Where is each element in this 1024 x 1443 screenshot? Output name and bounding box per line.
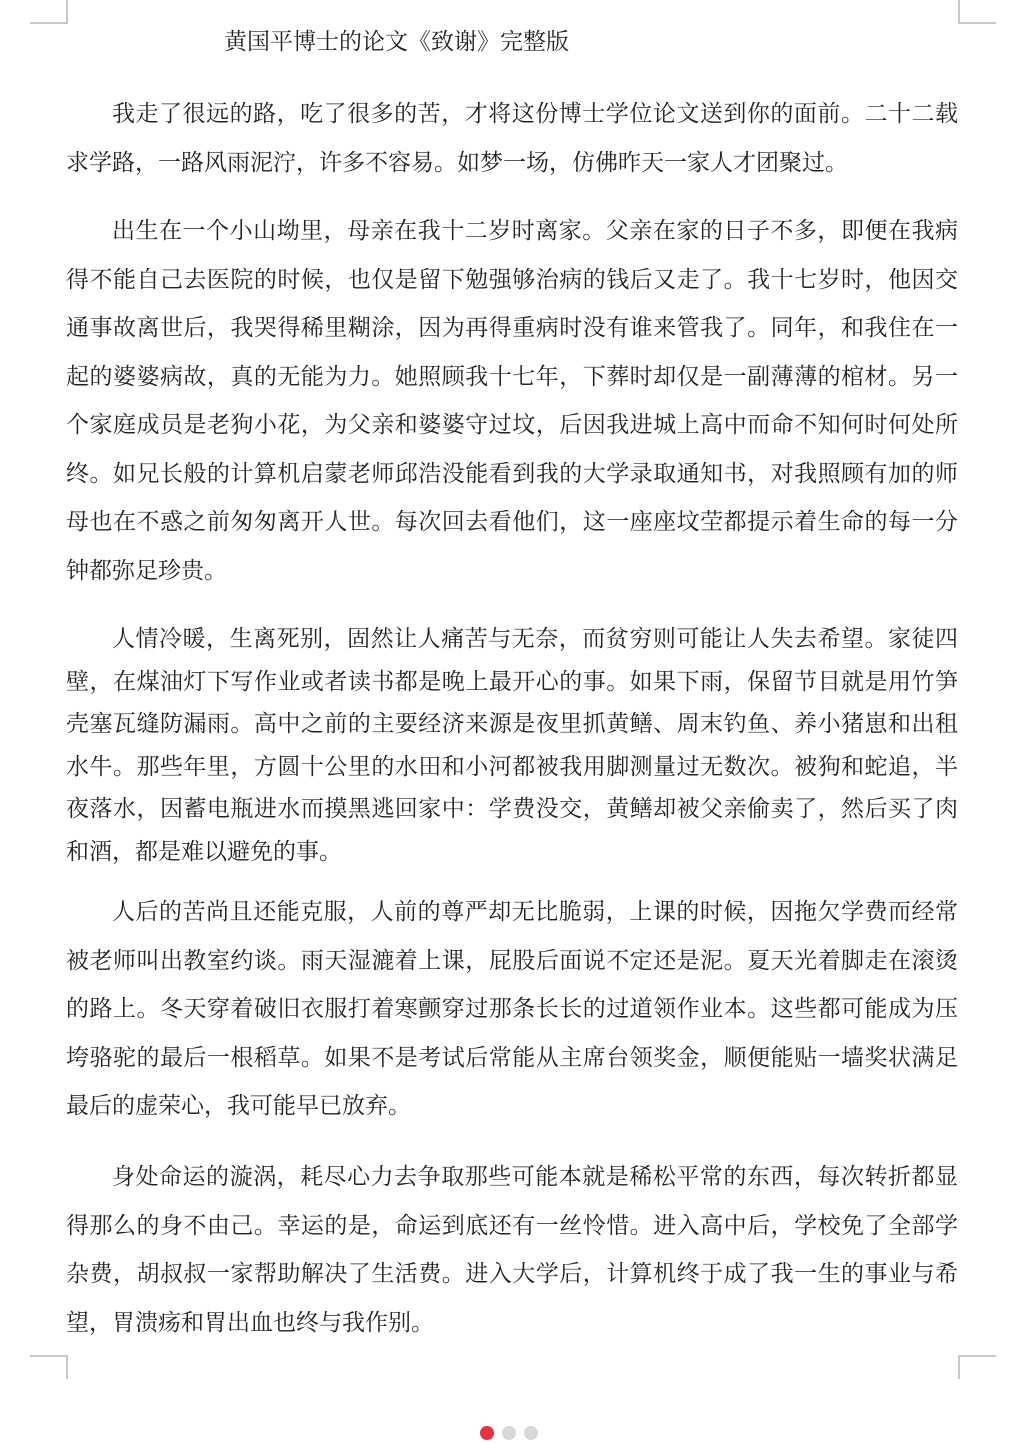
page-corner-mark-bottom-right [958, 1355, 996, 1379]
page-corner-mark-top-left [30, 0, 68, 24]
document-title: 黄国平博士的论文《致谢》完整版 [224, 29, 569, 55]
page-dot-2[interactable] [502, 1426, 516, 1440]
paragraph-1: 我走了很远的路，吃了很多的苦，才将这份博士学位论文送到你的面前。二十二载求学路，一路风雨泥泞，许多不容易。如梦一场，仿佛昨天一家人才团聚过。 [66, 101, 958, 176]
page-corner-mark-bottom-left [30, 1355, 68, 1379]
paragraph-4: 人后的苦尚且还能克服，人前的尊严却无比脆弱，上课的时候，因拖欠学费而经常被老师叫出教室约谈。雨天湿漉着上课，屁股后面说不定还是泥。夏天光着脚走在滚烫的路上。冬天穿着破旧衣服打着寒颤穿过那条长长的过道领作业本。这些都可能成为压垮骆驼的最后一根稻草。如果不是考试后常能从主席台领奖金，顺便能贴一墙奖状满足最后的虚荣心，我可能早已放弃。 [66, 899, 958, 1119]
paragraph-5: 身处命运的漩涡，耗尽心力去争取那些可能本就是稀松平常的东西，每次转折都显得那么的身不由己。幸运的是，命运到底还有一丝怜惜。进入高中后，学校免了全部学杂费，胡叔叔一家帮助解决了生活费。进入大学后，计算机终于成了我一生的事业与希望，胃溃疡和胃出血也终与我作别。 [66, 1164, 958, 1336]
page-indicator [480, 1426, 538, 1440]
paragraph-3: 人情冷暖，生离死别，固然让人痛苦与无奈，而贫穷则可能让人失去希望。家徒四壁，在煤油灯下写作业或者读书都是晚上最开心的事。如果下雨，保留节目就是用竹笋壳塞瓦缝防漏雨。高中之前的主要经济来源是夜里抓黄鳝、周末钓鱼、养小猪崽和出租水牛。那些年里，方圆十公里的水田和小河都被我用脚测量过无数次。被狗和蛇追，半夜落水，因蓄电瓶进水而摸黑逃回家中：学费没交，黄鳝却被父亲偷卖了，然后买了肉和酒，都是难以避免的事。 [66, 626, 958, 865]
paragraph-2: 出生在一个小山坳里，母亲在我十二岁时离家。父亲在家的日子不多，即便在我病得不能自己去医院的时候，也仅是留下勉强够治病的钱后又走了。我十七岁时，他因交通事故离世后，我哭得稀里糊涂，因为再得重病时没有谁来管我了。同年，和我住在一起的婆婆病故，真的无能为力。她照顾我十七年，下葬时却仅是一副薄薄的棺材。另一个家庭成员是老狗小花，为父亲和婆婆守过坟，后因我进城上高中而命不知何时何处所终。如兄长般的计算机启蒙老师邱浩没能看到我的大学录取通知书，对我照顾有加的师母也在不惑之前匆匆离开人世。每次回去看他们，这一座座坟茔都提示着生命的每一分钟都弥足珍贵。 [66, 218, 958, 584]
page-corner-mark-top-right [958, 0, 996, 24]
page-dot-1[interactable] [480, 1426, 494, 1440]
page-dot-3[interactable] [524, 1426, 538, 1440]
